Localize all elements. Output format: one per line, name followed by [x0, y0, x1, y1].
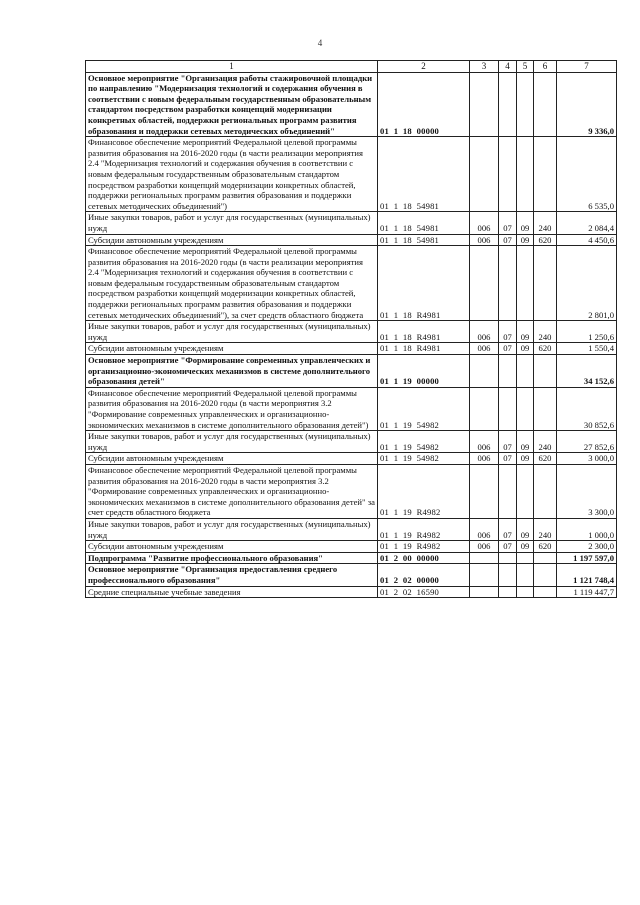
- header-cell-pr: 5: [517, 61, 534, 73]
- header-cell-csr: 2: [378, 61, 470, 73]
- row-grbs-cell: 006: [470, 518, 499, 540]
- row-name-cell: Финансовое обеспечение мероприятий Федеральной целевой программы развития образования на 2016-2020 годы в части мероприятия 3.2 "Формирование современных управленческих и организационно-экономических механизмов в системе дополнительного образования детей" за счет средств областного бюджета: [86, 464, 378, 518]
- header-cell-grbs: 3: [470, 61, 499, 73]
- row-name-cell: Субсидии автономным учреждениям: [86, 343, 378, 355]
- table-row: [86, 464, 617, 518]
- row-rz-cell: 07: [499, 453, 517, 465]
- row-grbs-cell: [470, 72, 499, 137]
- row-name-cell: Средние специальные учебные заведения: [86, 586, 378, 598]
- row-rz-cell: [499, 564, 517, 586]
- table-row: [86, 212, 617, 234]
- row-grbs-cell: 006: [470, 541, 499, 553]
- row-vr-cell: [534, 586, 557, 598]
- row-vr-cell: 240: [534, 431, 557, 453]
- header-cell-rz: 4: [499, 61, 517, 73]
- row-rz-cell: 07: [499, 234, 517, 246]
- row-grbs-cell: 006: [470, 321, 499, 343]
- row-pr-cell: 09: [517, 212, 534, 234]
- row-name-cell: Подпрограмма "Развитие профессионального образования": [86, 552, 378, 564]
- row-amount-cell: 1 000,0: [557, 518, 617, 540]
- row-pr-cell: 09: [517, 431, 534, 453]
- row-csr-cell: 01 1 19 54982: [378, 387, 470, 430]
- row-amount-cell: 3 300,0: [557, 464, 617, 518]
- row-rz-cell: [499, 355, 517, 388]
- row-pr-cell: [517, 137, 534, 212]
- row-rz-cell: [499, 552, 517, 564]
- row-name-cell: Финансовое обеспечение мероприятий Федеральной целевой программы развития образования на 2016-2020 годы (в части реализации мероприятия 2.4 "Модернизация технологий и содержания обучения в соответствии с новым федеральным государственным образовательным стандартом посредством разработки концепций модернизации конкретных областей, поддержки региональных программ развития образования и поддержки сетевых методических объединений"), за счет средств областного бюджета: [86, 246, 378, 321]
- row-csr-cell: 01 2 02 16590: [378, 586, 470, 598]
- table-row: [86, 564, 617, 586]
- header-cell-amount: 7: [557, 61, 617, 73]
- row-grbs-cell: [470, 355, 499, 388]
- page-number: 4: [317, 38, 323, 48]
- table-row: [86, 387, 617, 430]
- row-pr-cell: [517, 552, 534, 564]
- row-amount-cell: 2 300,0: [557, 541, 617, 553]
- table-row: [86, 137, 617, 212]
- row-grbs-cell: [470, 387, 499, 430]
- row-pr-cell: 09: [517, 541, 534, 553]
- row-grbs-cell: 006: [470, 453, 499, 465]
- row-rz-cell: [499, 387, 517, 430]
- row-amount-cell: 9 336,0: [557, 72, 617, 137]
- table-row: [86, 234, 617, 246]
- row-amount-cell: 2 801,0: [557, 246, 617, 321]
- row-vr-cell: 620: [534, 343, 557, 355]
- header-row: [86, 61, 617, 73]
- row-vr-cell: [534, 564, 557, 586]
- row-rz-cell: 07: [499, 321, 517, 343]
- row-csr-cell: 01 1 18 54981: [378, 137, 470, 212]
- row-rz-cell: 07: [499, 343, 517, 355]
- row-grbs-cell: 006: [470, 431, 499, 453]
- table-row: [86, 321, 617, 343]
- row-csr-cell: 01 1 19 R4982: [378, 541, 470, 553]
- row-rz-cell: 07: [499, 518, 517, 540]
- row-csr-cell: 01 1 19 R4982: [378, 518, 470, 540]
- row-csr-cell: 01 1 18 R4981: [378, 321, 470, 343]
- row-amount-cell: 34 152,6: [557, 355, 617, 388]
- table-row: [86, 552, 617, 564]
- row-rz-cell: [499, 72, 517, 137]
- table-row: [86, 518, 617, 540]
- row-amount-cell: 1 119 447,7: [557, 586, 617, 598]
- row-name-cell: Иные закупки товаров, работ и услуг для государственных (муниципальных) нужд: [86, 321, 378, 343]
- row-amount-cell: 6 535,0: [557, 137, 617, 212]
- row-grbs-cell: [470, 246, 499, 321]
- row-amount-cell: 2 084,4: [557, 212, 617, 234]
- row-csr-cell: 01 2 00 00000: [378, 552, 470, 564]
- row-grbs-cell: [470, 586, 499, 598]
- table-row: [86, 431, 617, 453]
- row-amount-cell: 30 852,6: [557, 387, 617, 430]
- row-pr-cell: [517, 72, 534, 137]
- row-csr-cell: 01 1 18 R4981: [378, 246, 470, 321]
- row-grbs-cell: [470, 552, 499, 564]
- row-vr-cell: 620: [534, 234, 557, 246]
- table-row: [86, 541, 617, 553]
- row-amount-cell: 1 197 597,0: [557, 552, 617, 564]
- row-vr-cell: [534, 137, 557, 212]
- row-pr-cell: 09: [517, 321, 534, 343]
- table-row: [86, 586, 617, 598]
- row-amount-cell: 1 250,6: [557, 321, 617, 343]
- row-vr-cell: 620: [534, 541, 557, 553]
- row-name-cell: Основное мероприятие "Организация работы стажировочной площадки по направлению "Модернизация технологий и содержания обучения в соответствии с новым федеральным государственным образовательным стандартом посредством разработки концепций модернизации конкретных областей, поддержки региональных программ развития образования и поддержки сетевых методических объединений": [86, 72, 378, 137]
- row-csr-cell: 01 1 19 00000: [378, 355, 470, 388]
- row-pr-cell: [517, 387, 534, 430]
- row-amount-cell: 3 000,0: [557, 453, 617, 465]
- row-csr-cell: 01 1 18 R4981: [378, 343, 470, 355]
- row-pr-cell: 09: [517, 518, 534, 540]
- row-csr-cell: 01 1 18 00000: [378, 72, 470, 137]
- table-row: [86, 72, 617, 137]
- row-vr-cell: 240: [534, 212, 557, 234]
- row-grbs-cell: [470, 464, 499, 518]
- row-name-cell: Основное мероприятие "Формирование современных управленческих и организационно-экономических механизмов в системе дополнительного образования детей": [86, 355, 378, 388]
- header-cell-name: 1: [86, 61, 378, 73]
- row-grbs-cell: 006: [470, 234, 499, 246]
- row-name-cell: Иные закупки товаров, работ и услуг для государственных (муниципальных) нужд: [86, 431, 378, 453]
- row-pr-cell: [517, 564, 534, 586]
- row-vr-cell: [534, 72, 557, 137]
- row-rz-cell: [499, 137, 517, 212]
- row-pr-cell: 09: [517, 453, 534, 465]
- row-csr-cell: 01 1 19 54982: [378, 431, 470, 453]
- row-pr-cell: [517, 246, 534, 321]
- row-name-cell: Субсидии автономным учреждениям: [86, 453, 378, 465]
- row-rz-cell: [499, 586, 517, 598]
- row-name-cell: Иные закупки товаров, работ и услуг для государственных (муниципальных) нужд: [86, 212, 378, 234]
- header-cell-vr: 6: [534, 61, 557, 73]
- row-vr-cell: 240: [534, 518, 557, 540]
- row-rz-cell: [499, 246, 517, 321]
- table-row: [86, 343, 617, 355]
- row-name-cell: Субсидии автономным учреждениям: [86, 541, 378, 553]
- row-rz-cell: [499, 464, 517, 518]
- row-vr-cell: [534, 552, 557, 564]
- row-rz-cell: 07: [499, 541, 517, 553]
- row-pr-cell: [517, 586, 534, 598]
- row-name-cell: Финансовое обеспечение мероприятий Федеральной целевой программы развития образования на 2016-2020 годы (в части реализации мероприятия 2.4 "Модернизация технологий и содержания обучения в соответствии с новым федеральным государственным образовательным стандартом посредством разработки концепций модернизации конкретных областей, поддержки региональных программ развития образования и поддержки сетевых методических объединений"): [86, 137, 378, 212]
- row-grbs-cell: 006: [470, 343, 499, 355]
- row-name-cell: Финансовое обеспечение мероприятий Федеральной целевой программы развития образования на 2016-2020 годы (в части мероприятия 3.2 "Формирование современных управленческих и организационно-экономических механизмов в системе дополнительного образования детей"): [86, 387, 378, 430]
- budget-table: [85, 60, 617, 598]
- row-name-cell: Основное мероприятие "Организация предоставления среднего профессионального образования": [86, 564, 378, 586]
- row-csr-cell: 01 1 19 54982: [378, 453, 470, 465]
- row-grbs-cell: 006: [470, 212, 499, 234]
- row-vr-cell: 240: [534, 321, 557, 343]
- row-vr-cell: [534, 355, 557, 388]
- row-name-cell: Субсидии автономным учреждениям: [86, 234, 378, 246]
- row-csr-cell: 01 2 02 00000: [378, 564, 470, 586]
- row-amount-cell: 27 852,6: [557, 431, 617, 453]
- row-pr-cell: [517, 355, 534, 388]
- row-csr-cell: 01 1 18 54981: [378, 234, 470, 246]
- row-amount-cell: 4 450,6: [557, 234, 617, 246]
- row-vr-cell: [534, 246, 557, 321]
- row-vr-cell: [534, 464, 557, 518]
- row-rz-cell: 07: [499, 431, 517, 453]
- row-pr-cell: 09: [517, 343, 534, 355]
- row-grbs-cell: [470, 137, 499, 212]
- row-grbs-cell: [470, 564, 499, 586]
- row-amount-cell: 1 121 748,4: [557, 564, 617, 586]
- table-row: [86, 246, 617, 321]
- row-pr-cell: 09: [517, 234, 534, 246]
- row-vr-cell: [534, 387, 557, 430]
- row-pr-cell: [517, 464, 534, 518]
- row-amount-cell: 1 550,4: [557, 343, 617, 355]
- row-name-cell: Иные закупки товаров, работ и услуг для государственных (муниципальных) нужд: [86, 518, 378, 540]
- table-row: [86, 355, 617, 388]
- row-vr-cell: 620: [534, 453, 557, 465]
- table-row: [86, 453, 617, 465]
- row-rz-cell: 07: [499, 212, 517, 234]
- row-csr-cell: 01 1 18 54981: [378, 212, 470, 234]
- row-csr-cell: 01 1 19 R4982: [378, 464, 470, 518]
